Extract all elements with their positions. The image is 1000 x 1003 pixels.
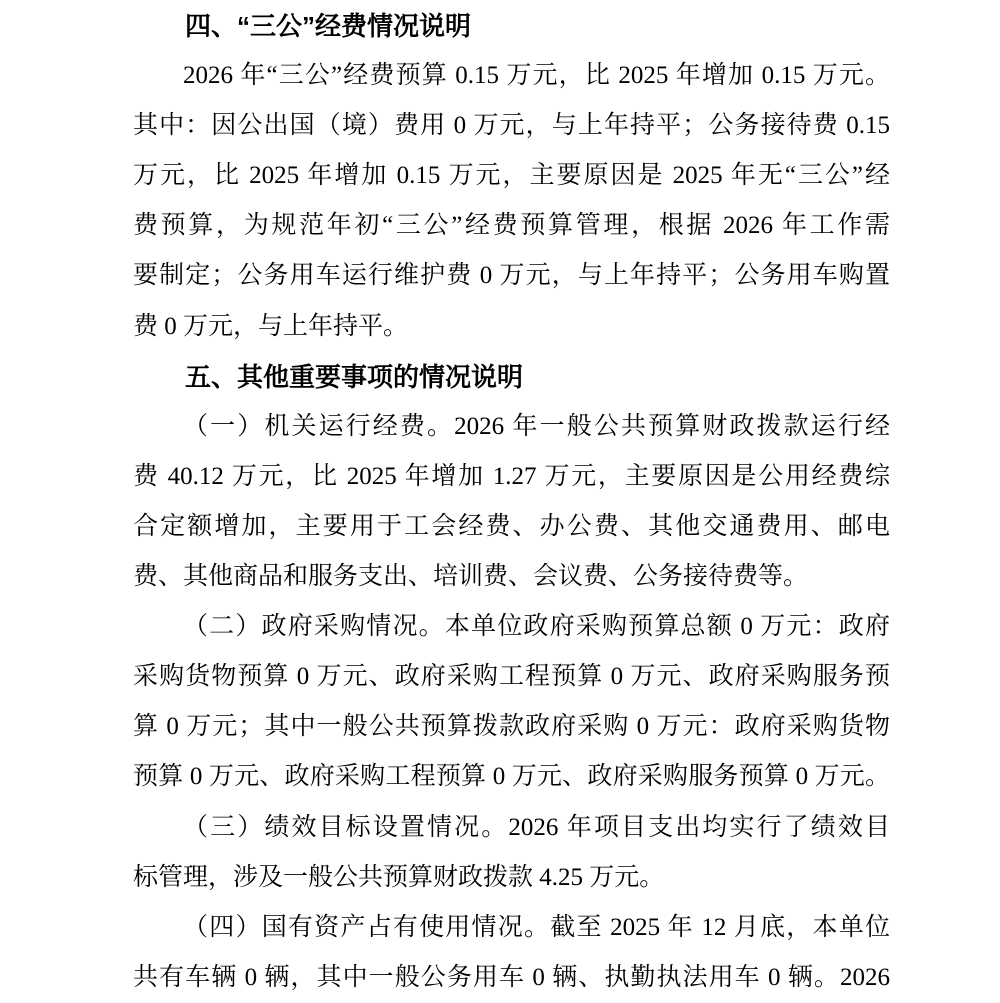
section-5-item-4-line: 共有车辆 0 辆，其中一般公务用车 0 辆、执勤执法用车 0 辆。2026 <box>133 963 890 991</box>
section-5-item-1-line: （一）机关运行经费。2026 年一般公共预算财政拨款运行经 <box>183 412 890 440</box>
section-4-heading: 四、“三公”经费情况说明 <box>185 11 472 41</box>
section-4-paragraph-line: 万元，比 2025 年增加 0.15 万元，主要原因是 2025 年无“三公”经 <box>133 162 890 190</box>
section-5-item-3-line: （三）绩效目标设置情况。2026 年项目支出均实行了绩效目 <box>183 813 890 841</box>
section-4-paragraph-line: 要制定；公务用车运行维护费 0 万元，与上年持平；公务用车购置 <box>133 262 890 290</box>
section-4-paragraph-line: 费预算，为规范年初“三公”经费预算管理，根据 2026 年工作需 <box>133 212 890 240</box>
section-5-item-3-line: 标管理，涉及一般公共预算财政拨款 4.25 万元。 <box>133 863 665 891</box>
section-4-paragraph-line: 费 0 万元，与上年持平。 <box>133 312 409 340</box>
section-4-paragraph-line: 2026 年“三公”经费预算 0.15 万元，比 2025 年增加 0.15 万元。 <box>183 62 890 90</box>
section-5-item-2-line: 预算 0 万元、政府采购工程预算 0 万元、政府采购服务预算 0 万元。 <box>133 763 890 791</box>
section-5-item-2-line: 采购货物预算 0 万元、政府采购工程预算 0 万元、政府采购服务预 <box>133 663 890 691</box>
section-5-item-4-line: （四）国有资产占有使用情况。截至 2025 年 12 月底，本单位 <box>183 913 890 941</box>
section-5-item-2-line: （二）政府采购情况。本单位政府采购预算总额 0 万元：政府 <box>183 613 890 641</box>
section-5-item-1-line: 费、其他商品和服务支出、培训费、会议费、公务接待费等。 <box>133 563 809 591</box>
section-5-item-2-line: 算 0 万元；其中一般公共预算拨款政府采购 0 万元：政府采购货物 <box>133 713 890 741</box>
document-body <box>133 1 890 1003</box>
section-5-item-1-line: 合定额增加，主要用于工会经费、办公费、其他交通费用、邮电 <box>133 512 890 540</box>
section-5-heading: 五、其他重要事项的情况说明 <box>185 361 524 392</box>
section-4-paragraph-line: 其中：因公出国（境）费用 0 万元，与上年持平；公务接待费 0.15 <box>133 112 890 140</box>
section-5-item-1-line: 费 40.12 万元，比 2025 年增加 1.27 万元，主要原因是公用经费综 <box>133 462 890 490</box>
